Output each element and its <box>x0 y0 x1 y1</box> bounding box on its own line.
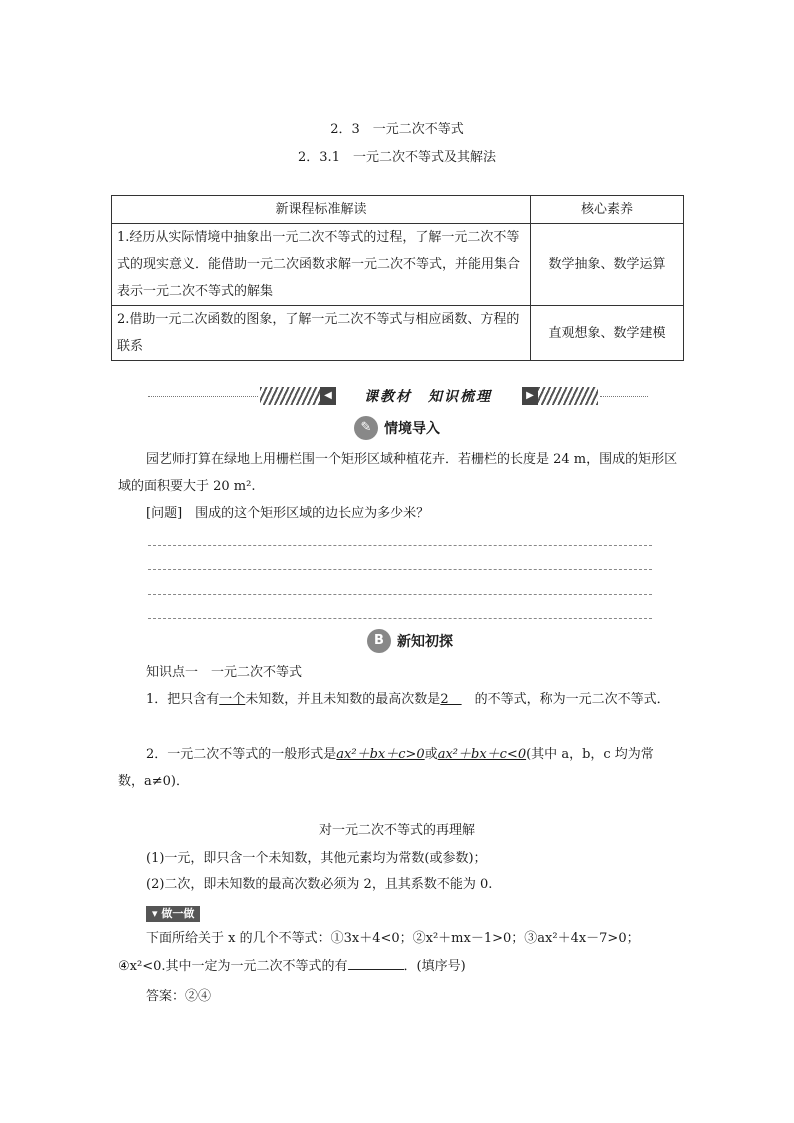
item2-form-less: ax²＋bx＋c<0 <box>437 747 527 762</box>
practice-tag-label: 做一做 <box>161 907 195 920</box>
answer-line <box>148 569 652 570</box>
understanding-title: 对一元二次不等式的再理解 <box>318 823 475 838</box>
item1-answer-count: 一个 <box>219 692 246 707</box>
scenario-text: 园艺师打算在绿地上用栅栏围一个矩形区域种植花卉．若栅栏的长度是 24 m，围成的矩形区域的面积要大于 20 m². <box>118 452 678 494</box>
table-cell-standard: 1.经历从实际情境中抽象出一元二次不等式的过程，了解一元二次不等式的现实意义．能借助一元二次函数求解一元二次不等式，并能用集合表示一元二次不等式的解集 <box>112 224 531 306</box>
knowledge-item-2 <box>118 741 678 795</box>
scenario-heading-label: 情境导入 <box>384 421 440 437</box>
new-knowledge-heading-label: 新知初探 <box>397 634 453 650</box>
practice-question-suffix: ．(填序号) <box>403 959 466 974</box>
banner-label: 课教材 知识梳理 <box>364 389 492 405</box>
table-row <box>112 224 684 306</box>
practice-question-line1: 下面所给关于 x 的几个不等式：①3x＋4<0；②x²＋mx－1>0；③ax²＋4x－7>0； <box>146 931 640 946</box>
table-header-row <box>112 196 684 224</box>
item1-prefix: 1．把只含有 <box>146 692 220 707</box>
answer-line <box>148 594 652 595</box>
item2-prefix: 2．一元二次不等式的一般形式是 <box>146 747 337 762</box>
answer-line <box>148 545 652 546</box>
arrow-left-icon: ◀ <box>320 387 336 405</box>
practice-question-line2 <box>118 953 678 980</box>
question-tag: [问题] <box>146 506 183 521</box>
chevron-down-icon: ▾ <box>152 907 158 920</box>
table-cell-skill: 数学抽象、数学运算 <box>531 224 684 306</box>
answer-line <box>148 618 652 619</box>
standards-table <box>111 195 684 361</box>
practice-tag <box>146 906 200 922</box>
answer-value: ②④ <box>185 989 212 1004</box>
table-header-skill: 核心素养 <box>531 196 684 224</box>
banner-divider-left <box>148 396 258 397</box>
item2-form-greater: ax²＋bx＋c>0 <box>336 747 425 762</box>
pencil-icon: ✎ <box>354 416 378 440</box>
book-icon: B <box>367 629 391 653</box>
understanding-item: (2)二次，即未知数的最高次数必须为 2，且其系数不能为 0. <box>146 877 493 892</box>
item2-suffix: (其中 a，b，c 均为常数，a≠0)． <box>118 747 654 789</box>
answer-label: 答案： <box>146 989 186 1004</box>
banner-stripes-left <box>260 387 320 405</box>
knowledge-banner <box>148 384 648 410</box>
banner-divider-right <box>600 396 648 397</box>
table-header-standard: 新课程标准解读 <box>112 196 531 224</box>
scenario-question <box>118 500 678 527</box>
question-text: 围成的这个矩形区域的边长应为多少米？ <box>195 506 430 521</box>
knowledge-item-1 <box>118 686 678 713</box>
practice-answer <box>118 983 678 1010</box>
understanding-item: (1)一元，即只含一个未知数，其他元素均为常数(或参数)； <box>146 851 487 866</box>
knowledge-point-title: 知识点一 一元二次不等式 <box>146 665 303 680</box>
arrow-right-icon: ▶ <box>522 387 538 405</box>
answer-blank <box>348 955 404 970</box>
practice-question-text: ④x²<0.其中一定为一元二次不等式的有 <box>118 959 348 974</box>
table-cell-standard: 2.借助一元二次函数的图象，了解一元二次不等式与相应函数、方程的联系 <box>112 306 531 361</box>
item1-suffix: 的不等式，称为一元二次不等式． <box>461 692 670 707</box>
table-cell-skill: 直观想象、数学建模 <box>531 306 684 361</box>
item1-middle: 未知数，并且未知数的最高次数是 <box>245 692 441 707</box>
table-row <box>112 306 684 361</box>
item2-middle: 或 <box>424 747 438 762</box>
item1-answer-degree: 2 <box>440 692 462 707</box>
section-title: 2．3 一元二次不等式 <box>330 122 464 137</box>
subsection-title: 2．3.1 一元二次不等式及其解法 <box>298 150 496 165</box>
banner-stripes-right <box>538 387 598 405</box>
